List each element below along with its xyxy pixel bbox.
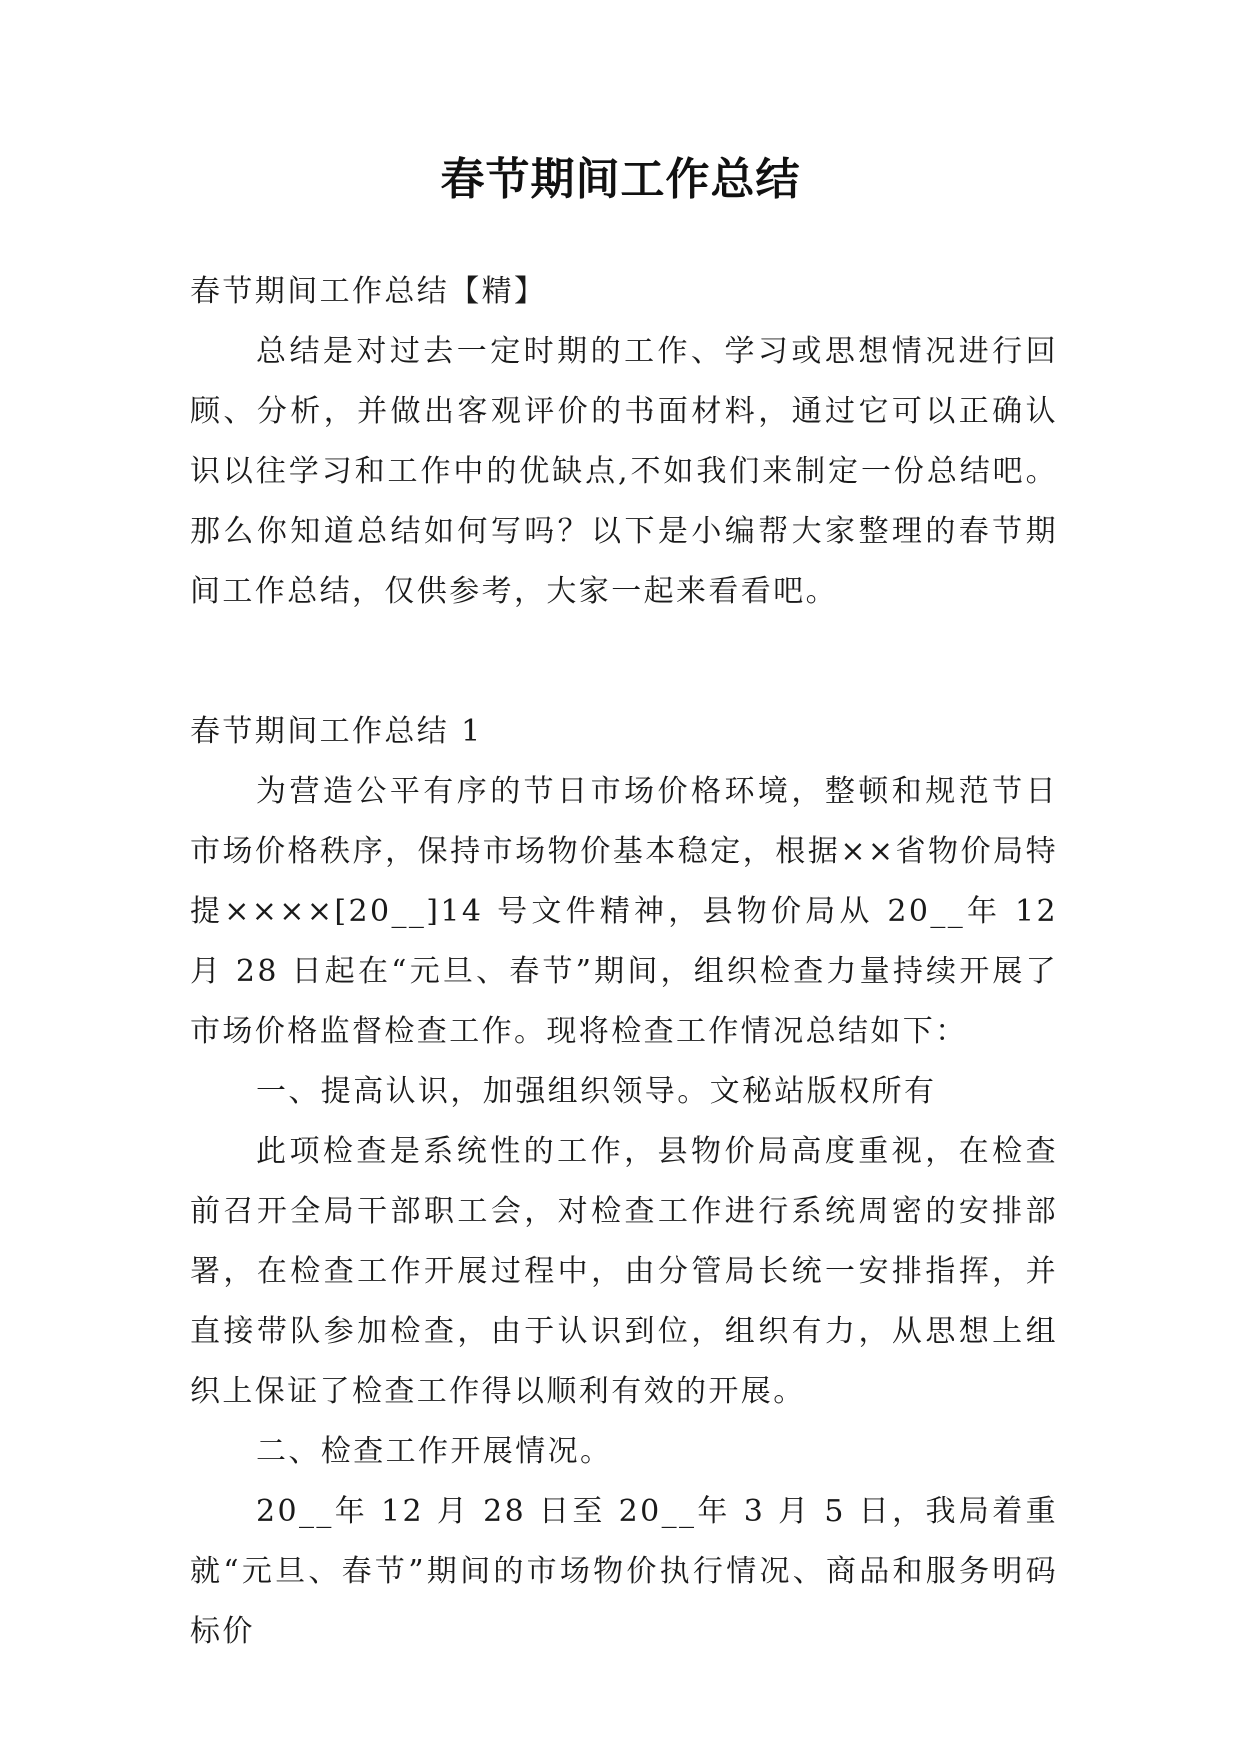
document-subtitle: 春节期间工作总结【精】 [190, 274, 547, 309]
intro-paragraph: 总结是对过去一定时期的工作、学习或思想情况进行回顾、分析，并做出客观评价的书面材料，通过它可以正确认识以往学习和工作中的优缺点,不如我们来制定一份总结吧。那么你知道总结如何写吗？以下是小编帮大家整理的春节期间工作总结，仅供参考，大家一起来看看吧。 [190, 334, 1058, 609]
page-title: 春节期间工作总结 [440, 154, 801, 205]
subheading-one: 一、提高认识，加强组织领导。文秘站版权所有 [256, 1074, 937, 1109]
section-heading: 春节期间工作总结 1 [190, 714, 483, 749]
subheading-two: 二、检查工作开展情况。 [256, 1434, 613, 1469]
paragraph-inspection: 20__年 12 月 28 日至 20__年 3 月 5 日，我局着重就“元旦、春节”期间的市场物价执行情况、商品和服务明码标价 [190, 1494, 1058, 1649]
section-spacer [190, 622, 1058, 702]
paragraph-background: 为营造公平有序的节日市场价格环境，整顿和规范节日市场价格秩序，保持市场物价基本稳定，根据××省物价局特提××××[20__]14 号文件精神，县物价局从 20__年 12月 28 日起在“元旦、春节”期间，组织检查力量持续开展了市场价格监督检查工作。现将检查工作情况总结如下： [190, 774, 1058, 1049]
document-body [190, 262, 1058, 1662]
paragraph-organization: 此项检查是系统性的工作，县物价局高度重视，在检查前召开全局干部职工会，对检查工作进行系统周密的安排部署，在检查工作开展过程中，由分管局长统一安排指挥，并直接带队参加检查，由于认识到位，组织有力，从思想上组织上保证了检查工作得以顺利有效的开展。 [190, 1134, 1058, 1409]
